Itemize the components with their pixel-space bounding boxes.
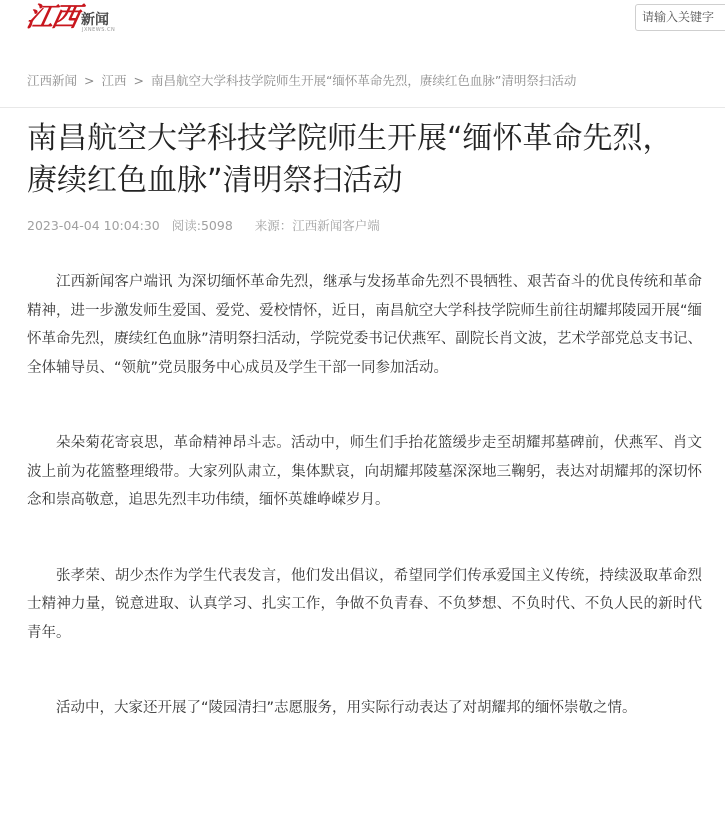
article-paragraph: 江西新闻客户端讯 为深切缅怀革命先烈，继承与发扬革命先烈不畏牺牲、艰苦奋斗的优良传统和革命精神，进一步激发师生爱国、爱党、爱校情怀，近日，南昌航空大学科技学院师生前往胡耀邦陵园开展“缅怀革命先烈，赓续红色血脉”清明祭扫活动，学院党委书记伏燕军、副院长肖文波，艺术学部党总支书记、全体辅导员、“领航”党员服务中心成员及学生干部一同参加活动。	[27, 274, 702, 376]
site-header	[0, 0, 725, 40]
breadcrumb-item-home[interactable]: 江西新闻	[27, 73, 78, 88]
publish-datetime: 2023-04-04 10:04:30	[27, 218, 160, 233]
article-paragraph: 张孝荣、胡少杰作为学生代表发言，他们发出倡议，希望同学们传承爱国主义传统，持续汲取革命烈士精神力量，锐意进取、认真学习、扎实工作，争做不负青春、不负梦想、不负时代、不负人民的新时代青年。	[27, 567, 702, 641]
breadcrumb-separator: >	[84, 73, 95, 88]
article-body	[27, 268, 702, 723]
site-logo[interactable]	[23, 2, 122, 36]
logo-subtext: JXNEWS.CN	[82, 27, 116, 33]
logo-mark: 江西	[23, 2, 81, 33]
header-divider	[0, 107, 725, 108]
article-title: 南昌航空大学科技学院师生开展“缅怀革命先烈，赓续红色血脉”清明祭扫活动	[27, 121, 673, 198]
view-count: 阅读:5098	[171, 218, 233, 233]
article-source: 来源：江西新闻客户端	[254, 218, 380, 233]
article-paragraph: 朵朵菊花寄哀思，革命精神昂斗志。活动中，师生们手抬花篮缓步走至胡耀邦墓碑前，伏燕军、肖文波上前为花篮整理缎带。大家列队肃立，集体默哀，向胡耀邦陵墓深深地三鞠躬，表达对胡耀邦的深切怀念和崇高敬意，追思先烈丰功伟绩，缅怀英雄峥嵘岁月。	[27, 435, 702, 508]
breadcrumb-item-jiangxi[interactable]: 江西	[101, 73, 127, 88]
breadcrumb-separator: >	[133, 73, 144, 88]
breadcrumb-item-current: 南昌航空大学科技学院师生开展“缅怀革命先烈，赓续红色血脉”清明祭扫活动	[150, 73, 577, 88]
article-paragraph: 活动中，大家还开展了“陵园清扫”志愿服务，用实际行动表达了对胡耀邦的缅怀崇敬之情。	[56, 700, 637, 716]
breadcrumb	[27, 71, 576, 89]
search-input[interactable]: 请输入关键字	[635, 4, 725, 31]
logo-text: 新闻	[81, 12, 109, 28]
article-meta	[27, 216, 380, 234]
